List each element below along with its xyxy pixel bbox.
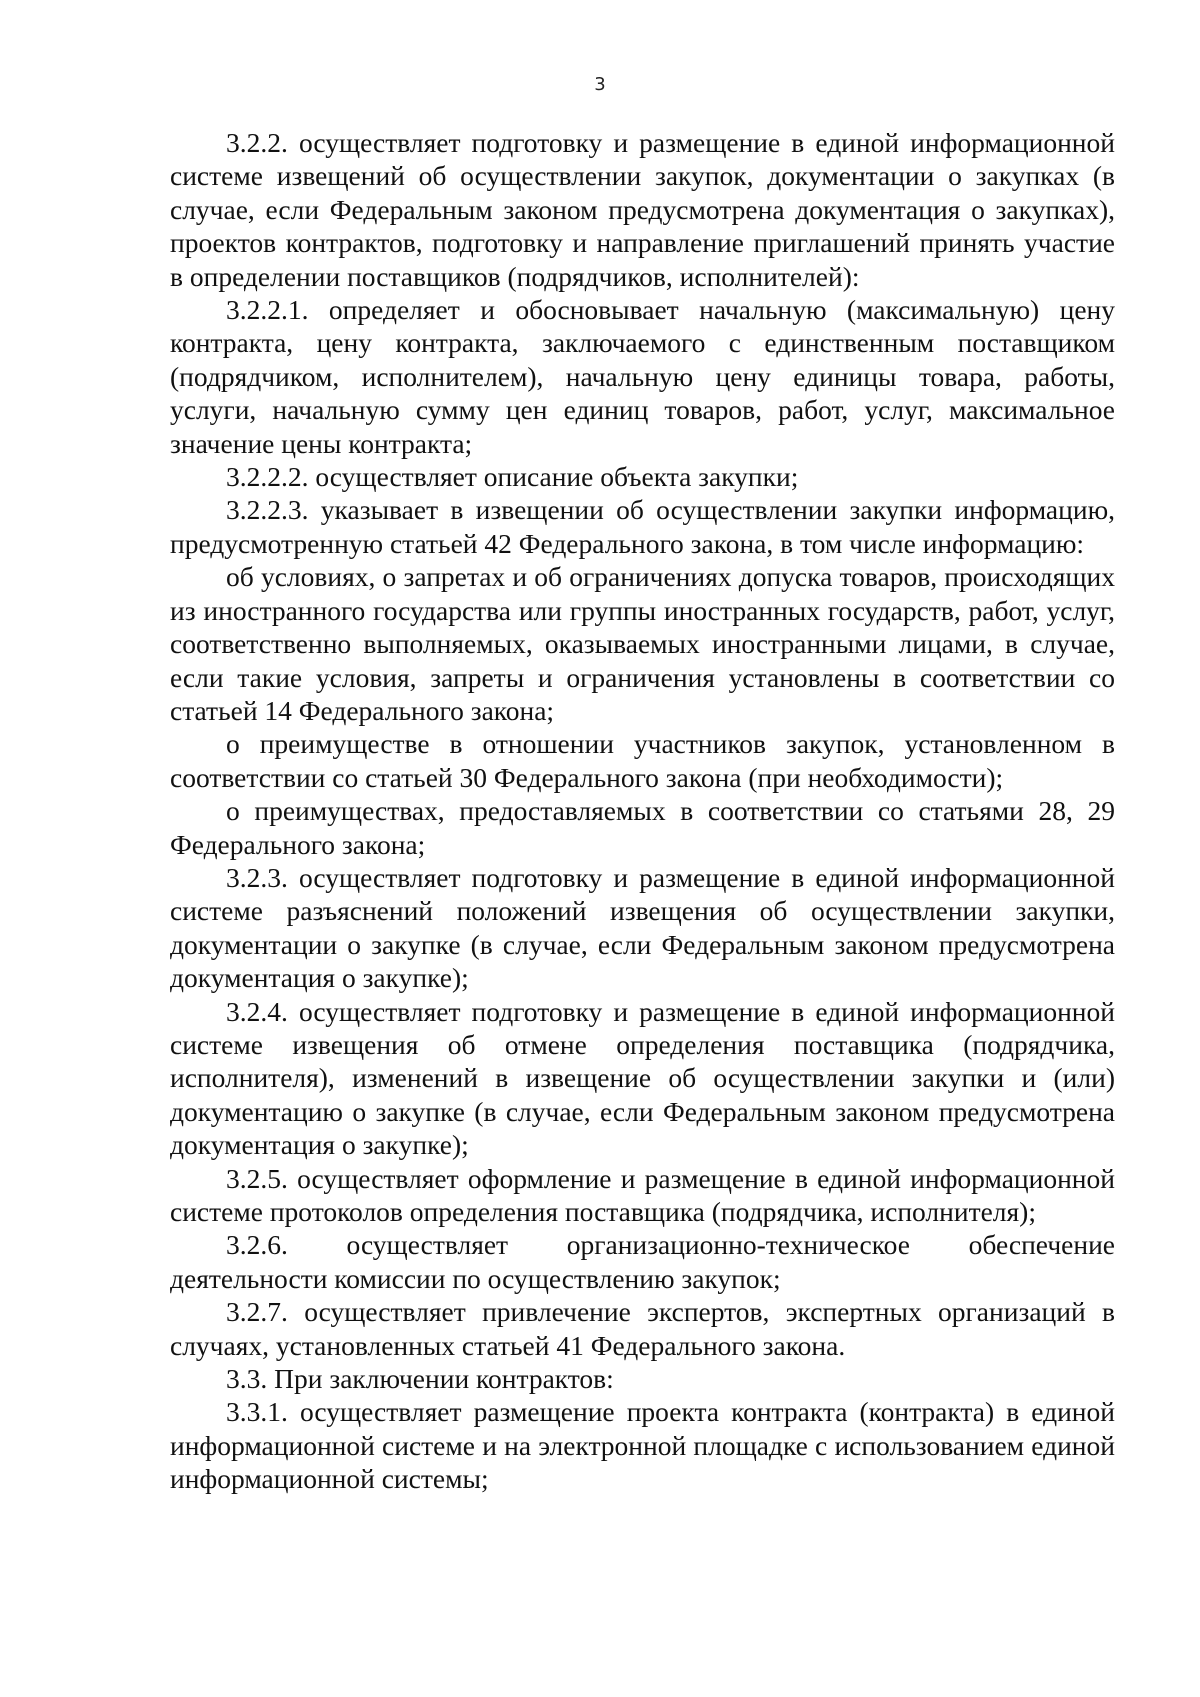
paragraph-3-2-2: 3.2.2. осуществляет подготовку и размещение в единой информационной системе извещений об осуществлении закупок, документации о закупках (в случае, если Федеральным законом предусмотрена документация о закупках), проектов контрактов, подготовку и направление приглашений принять участие в определении поставщиков (подрядчиков, исполнителей): bbox=[170, 127, 1115, 292]
paragraph-3-2-4: 3.2.4. осуществляет подготовку и размещение в единой информационной системе извещения об отмене определения поставщика (подрядчика, исполнителя), изменений в извещение об осуществлении закупки и (или) документацию о закупке (в случае, если Федеральным законом предусмотрена документация о закупке); bbox=[170, 995, 1115, 1161]
paragraph-3-2-7: 3.2.7. осуществляет привлечение экспертов, экспертных организаций в случаях, установленных статьей 41 Федерального закона. bbox=[170, 1296, 1115, 1361]
paragraph-3-2-2-3: 3.2.2.3. указывает в извещении об осуществлении закупки информацию, предусмотренную статьей 42 Федерального закона, в том числе информацию: bbox=[170, 494, 1115, 559]
page-number: 3 bbox=[594, 74, 606, 95]
paragraph-3-2-3: 3.2.3. осуществляет подготовку и размещение в единой информационной системе разъяснений положений извещения об осуществлении закупки, документации о закупке (в случае, если Федеральным законом предусмотрена документация о закупке); bbox=[170, 861, 1115, 994]
paragraph-3-2-6: 3.2.6. осуществляет организационно-техническое обеспечение деятельности комиссии по осуществлению закупок; bbox=[170, 1229, 1115, 1294]
paragraph-3-2-2-2: 3.2.2.2. осуществляет описание объекта закупки; bbox=[226, 461, 799, 493]
paragraph-3-3-1: 3.3.1. осуществляет размещение проекта контракта (контракта) в единой информационной системе и на электронной площадке с использованием единой информационной системы; bbox=[170, 1396, 1115, 1495]
document-body bbox=[170, 126, 1115, 1496]
paragraph-3-3: 3.3. При заключении контрактов: bbox=[226, 1363, 614, 1395]
paragraph-advantage-participants: о преимуществе в отношении участников закупок, установленном в соответствии со статьей 30 Федерального закона (при необходимости); bbox=[170, 728, 1115, 793]
paragraph-3-2-5: 3.2.5. осуществляет оформление и размещение в единой информационной системе протоколов определения поставщика (подрядчика, исполнителя); bbox=[170, 1162, 1115, 1227]
paragraph-3-2-2-1: 3.2.2.1. определяет и обосновывает начальную (максимальную) цену контракта, цену контракта, заключаемого с единственным поставщиком (подрядчиком, исполнителем), начальную цену единицы товара, работы, услуги, начальную сумму цен единиц товаров, работ, услуг, максимальное значение цены контракта; bbox=[170, 294, 1115, 459]
paragraph-conditions-restrictions: об условиях, о запретах и об ограничениях допуска товаров, происходящих из иностранного государства или группы иностранных государств, работ, услуг, соответственно выполняемых, оказываемых иностранными лицами, в случае, если такие условия, запреты и ограничения установлены в соответствии со статьей 14 Федерального закона; bbox=[170, 561, 1115, 726]
paragraph-advantages-articles: о преимуществах, предоставляемых в соответствии со статьями 28, 29 Федерального закона; bbox=[170, 795, 1115, 860]
